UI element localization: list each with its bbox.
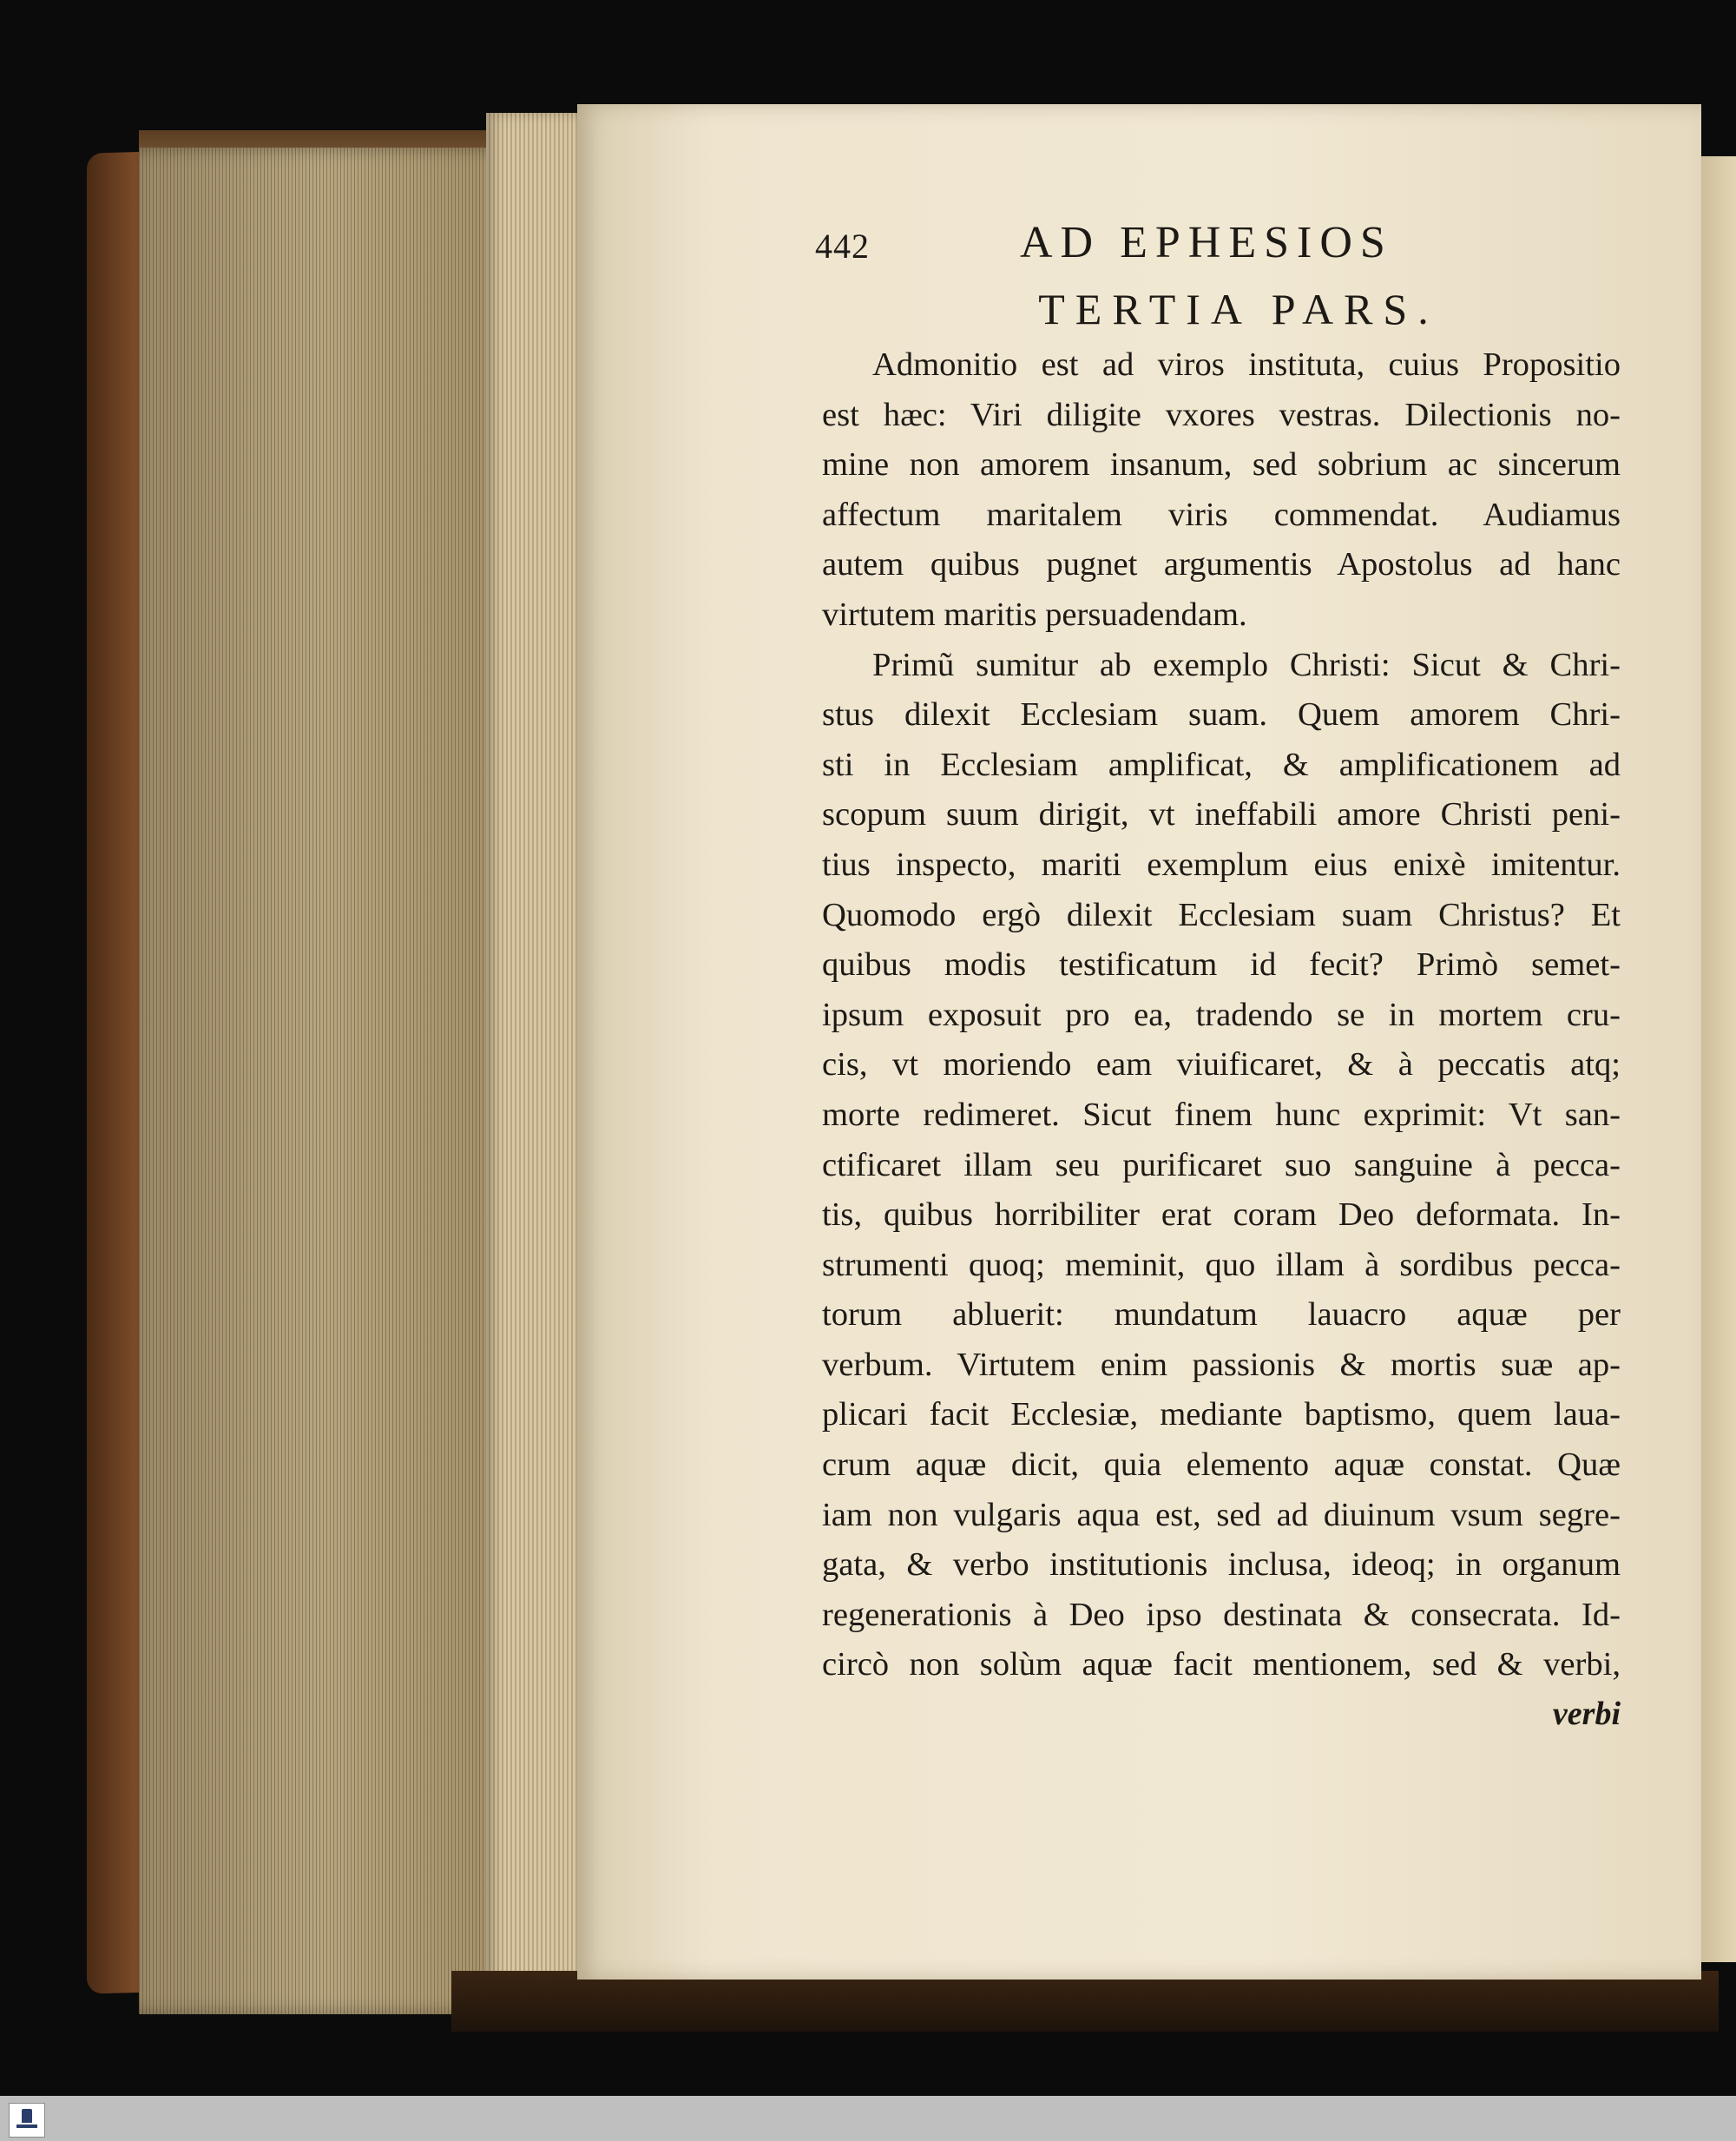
text-line: circò non solùm aquæ facit mentionem, sed & verbi, — [822, 1646, 1621, 1683]
seal-figure — [22, 2109, 32, 2123]
text-line: mine non amorem insanum, sed sobrium ac sincerum — [822, 446, 1621, 484]
text-line: plicari facit Ecclesiæ, mediante baptismo, quem laua- — [822, 1396, 1621, 1433]
text-line: morte redimeret. Sicut finem hunc exprimit: Vt san- — [822, 1096, 1621, 1133]
text-line: Primũ sumitur ab exemplo Christi: Sicut & Chri- — [872, 646, 1621, 683]
section-heading: TERTIA PARS. — [1038, 285, 1439, 333]
book-page — [577, 104, 1701, 1980]
text-line: strumenti quoq; meminit, quo illam à sordibus pecca- — [822, 1246, 1621, 1283]
text-line: verbum. Virtutem enim passionis & mortis suæ ap- — [822, 1346, 1621, 1383]
running-head — [815, 210, 1621, 273]
text-line: quibus modis testificatum id fecit? Primò semet- — [822, 946, 1621, 984]
text-line: tis, quibus horribiliter erat coram Deo deformata. In- — [822, 1196, 1621, 1234]
text-line: crum aquæ dicit, quia elemento aquæ constat. Quæ — [822, 1446, 1621, 1484]
page-text-block — [815, 210, 1621, 1736]
text-line: autem quibus pugnet argumentis Apostolus ad hanc — [822, 546, 1621, 583]
running-title: AD EPHESIOS — [1020, 218, 1393, 267]
viewer-footer-bar — [0, 2096, 1736, 2141]
text-line: Admonitio est ad viros instituta, cuius Propositio — [872, 346, 1621, 383]
text-line: sti in Ecclesiam amplificat, & amplificationem ad — [822, 746, 1621, 783]
page-stack-edges — [486, 113, 590, 2023]
library-seal-icon — [9, 2103, 45, 2138]
book-bottom-edge — [451, 1971, 1719, 2032]
body-text — [822, 340, 1621, 1690]
text-line: ctificaret illam seu purificaret suo sanguine à pecca- — [822, 1146, 1621, 1183]
text-line: virtutem maritis persuadendam. — [822, 596, 1247, 633]
text-line: Quomodo ergò dilexit Ecclesiam suam Christus? Et — [822, 896, 1621, 933]
text-line: gata, & verbo institutionis inclusa, ideoq; in organum — [822, 1546, 1621, 1584]
catchword: verbi — [1552, 1696, 1621, 1733]
text-line: stus dilexit Ecclesiam suam. Quem amorem Chri- — [822, 696, 1621, 734]
seal-base — [16, 2125, 37, 2128]
text-line: cis, vt moriendo eam viuificaret, & à peccatis atq; — [822, 1046, 1621, 1084]
text-line: affectum maritalem viris commendat. Audiamus — [822, 496, 1621, 533]
text-line: est hæc: Viri diligite vxores vestras. Dilectionis no- — [822, 396, 1621, 433]
text-line: tius inspecto, mariti exemplum eius enixè imitentur. — [822, 846, 1621, 883]
text-line: torum abluerit: mundatum lauacro aquæ per — [822, 1296, 1621, 1334]
page-number: 442 — [815, 227, 870, 266]
text-line: ipsum exposuit pro ea, tradendo se in mortem cru- — [822, 996, 1621, 1033]
text-line: iam non vulgaris aqua est, sed ad diuinum vsum segre- — [822, 1496, 1621, 1533]
text-line: regenerationis à Deo ipso destinata & consecrata. Id- — [822, 1596, 1621, 1633]
text-line: scopum suum dirigit, vt ineffabili amore Christi peni- — [822, 796, 1621, 833]
